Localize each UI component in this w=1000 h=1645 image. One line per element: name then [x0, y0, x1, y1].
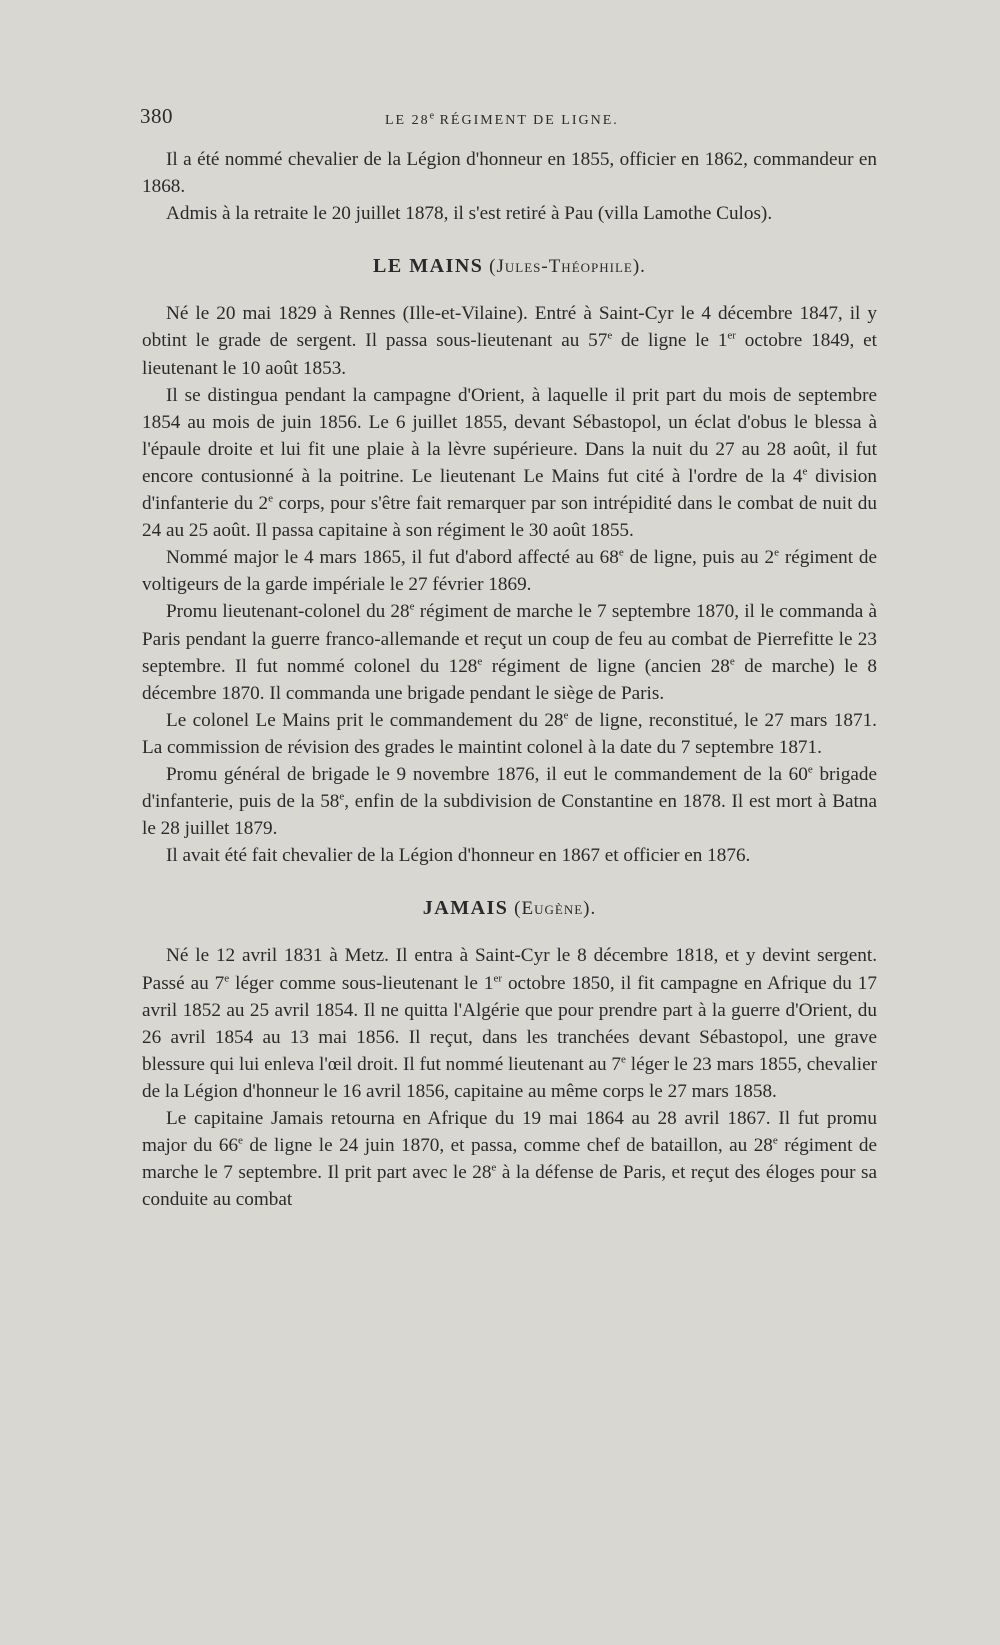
entry-surname: JAMAIS — [422, 897, 509, 920]
entry-heading-jamais — [142, 895, 877, 922]
paragraph: Né le 20 mai 1829 à Rennes (Ille-et-Vilaine). Entré à Saint-Cyr le 4 décembre 1847, il y obtint le grade de sergent. Il passa sous-lieutenant au 57e de ligne le 1er octobre 1849, et lieutenant le 10 août 1853. — [142, 303, 877, 379]
entry-surname: LE MAINS — [373, 255, 484, 278]
paragraph: Nommé major le 4 mars 1865, il fut d'abord affecté au 68e de ligne, puis au 2e régiment de voltigeurs de la garde impériale le 27 février 1869. — [142, 546, 878, 596]
running-head: LE 28e RÉGIMENT DE LIGNE. — [385, 110, 619, 128]
entry-given-name: (Jules-Théophile). — [489, 256, 646, 278]
page-header — [140, 104, 875, 134]
intro-paragraph-1: Il a été nommé chevalier de la Légion d'honneur en 1855, officier en 1862, commandeur en 1868. — [142, 149, 877, 198]
paragraph: Le capitaine Jamais retourna en Afrique du 19 mai 1864 au 28 avril 1867. Il fut promu major du 66e de ligne le 24 juin 1870, et passa, comme chef de bataillon, au 28e régiment de marche le 7 septembre. Il prit part avec le 28e à la défense de Paris, et reçut des éloges pour sa conduite au combat — [142, 1108, 877, 1211]
paragraph: Né le 12 avril 1831 à Metz. Il entra à Saint-Cyr le 8 décembre 1818, et y devint sergent. Passé au 7e léger comme sous-lieutenant le 1er octobre 1850, il fit campagne en Afrique du 17 avril 1852 au 25 avril 1854. Il ne quitta l'Algérie que pour prendre part à la guerre d'Orient, du 26 avril 1854 au 13 mai 1856. Il reçut, dans les tranchées devant Sébastopol, une grave blessure qui lui enleva l'œil droit. Il fut nommé lieutenant au 7e léger le 23 mars 1855, chevalier de la Légion d'honneur le 16 avril 1856, capitaine au même corps le 27 mars 1858. — [142, 945, 877, 1102]
paragraph: Il se distingua pendant la campagne d'Orient, à laquelle il prit part du mois de septembre 1854 au mois de juin 1856. Le 6 juillet 1855, devant Sébastopol, un éclat d'obus le blessa à l'épaule droite et lui fit une plaie à la lèvre supérieure. Dans la nuit du 27 au 28 août, il fut encore contusionné à la poitrine. Le lieutenant Le Mains fut cité à l'ordre de la 4e division d'infanterie du 2e corps, pour s'être fait remarquer par son intrépidité dans le combat de nuit du 24 au 25 août. Il passa capitaine à son régiment le 30 août 1855. — [142, 384, 877, 542]
paragraph: Promu lieutenant-colonel du 28e régiment de marche le 7 septembre 1870, il le commanda à Paris pendant la guerre franco-allemande et reçut un coup de feu au combat de Pierrefitte le 23 septembre. Il fut nommé colonel du 128e régiment de ligne (ancien 28e de marche) le 8 décembre 1870. Il commanda une brigade pendant le siège de Paris. — [142, 601, 877, 704]
paragraph: Il avait été fait chevalier de la Légion d'honneur en 1867 et officier en 1876. — [166, 845, 751, 867]
paragraph: Le colonel Le Mains prit le commandement du 28e de ligne, reconstitué, le 27 mars 1871. La commission de révision des grades le maintint colonel à la date du 7 septembre 1871. — [142, 709, 877, 758]
body-text — [142, 146, 877, 1213]
entry-given-name: (Eugène). — [514, 898, 597, 920]
entry-heading-le-mains — [142, 253, 877, 280]
paragraph: Promu général de brigade le 9 novembre 1876, il eut le commandement de la 60e brigade d'infanterie, puis de la 58e, enfin de la subdivision de Constantine en 1878. Il est mort à Batna le 28 juillet 1879. — [142, 763, 877, 840]
intro-paragraph-2: Admis à la retraite le 20 juillet 1878, il s'est retiré à Pau (villa Lamothe Culos). — [166, 203, 773, 225]
page-number: 380 — [140, 104, 173, 128]
